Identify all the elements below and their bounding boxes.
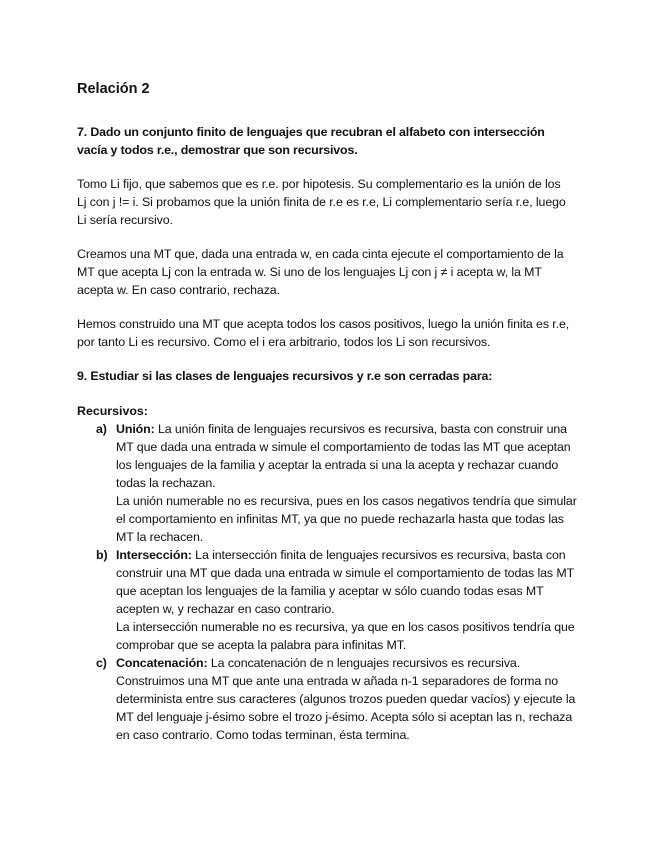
item-text: La unión finita de lenguajes recursivos es recursiva, basta con construir una [154,422,567,436]
list-item-line: que aceptan los lenguajes de la familia y aceptar w sólo cuando todas esas MT [116,584,544,598]
list-item-line: MT que dada una entrada w simule el comportamiento de todas las MT que aceptan [116,440,571,454]
item-term: Concatenación: [116,656,208,670]
list-marker: c) [96,656,107,670]
list-item-first-line [116,654,607,672]
list-item-line: Construimos una MT que ante una entrada w añada n-1 separadores de forma no [116,674,559,688]
item-term: Intersección: [116,548,192,562]
list-item-line: La intersección numerable no es recursiva, ya que en los casos positivos tendría que [116,620,575,634]
list-item-line: el comportamiento en infinitas MT, ya que no puede rechazarla hasta que todas las [116,512,564,526]
document-title: Relación 2 [77,81,150,97]
list-item-line: comprobar que se acepta la palabra para infinitas MT. [116,638,407,652]
paragraph-line: MT que acepta Lj con la entrada w. Si uno de los lenguajes Lj con j ≠ i acepta w, la MT [77,265,542,279]
list-item-first-line [116,420,607,438]
list-item-line: La unión numerable no es recursiva, pues en los casos negativos tendría que simular [116,494,577,508]
paragraph-line: acepta w. En caso contrario, rechaza. [77,283,280,297]
question-7-heading-line: vacía y todos r.e., demostrar que son recursivos. [77,143,358,157]
question-7-paragraph-2 [77,245,607,299]
list-marker: a) [96,422,107,436]
question-7-heading [77,123,607,159]
paragraph-line: Li sería recursivo. [77,213,173,227]
list-item-line: construir una MT que dada una entrada w simule el comportamiento de todas las MT [116,566,575,580]
recursivos-subheading: Recursivos: [77,404,148,418]
list-item-line: los lenguajes de la familia y aceptar la entrada si una la acepta y rechazar cuando [116,458,559,472]
paragraph-line: Hemos construido una MT que acepta todos los casos positivos, luego la unión finita es r.e, [77,317,570,331]
question-7-heading-line: 7. Dado un conjunto finito de lenguajes que recubran el alfabeto con intersección [77,125,545,139]
item-text: La concatenación de n lenguajes recursivos es recursiva. [207,656,521,670]
question-7-paragraph-3 [77,315,607,351]
item-term: Unión: [116,422,155,436]
item-text: La intersección finita de lenguajes recursivos es recursiva, basta con [191,548,566,562]
list-item-line: todas la rechazan. [116,476,216,490]
list-item-line: MT la rechacen. [116,530,204,544]
paragraph-line: por tanto Li es recursivo. Como el i era arbitrario, todos los Li son recursivos. [77,335,491,349]
list-item-first-line [116,546,607,564]
paragraph-line: Creamos una MT que, dada una entrada w, en cada cinta ejecute el comportamiento de la [77,247,564,261]
list-item-line: determinista entre sus caracteres (algunos trozos pueden quedar vacíos) y ejecute la [116,692,576,706]
list-item [77,546,607,654]
question-9-heading: 9. Estudiar si las clases de lenguajes recursivos y r.e son cerradas para: [77,369,493,383]
list-item [77,654,607,744]
list-item-line: acepten w, y rechazar en caso contrario. [116,602,335,616]
paragraph-line: Lj con j != i. Si probamos que la unión finita de r.e es r.e, Li complementario sería r.e, luego [77,195,566,209]
list-item-line: en caso contrario. Como todas terminan, ésta termina. [116,728,410,742]
question-7-paragraph-1 [77,175,607,229]
list-marker: b) [96,548,108,562]
recursivos-list [77,420,607,744]
list-item [77,420,607,546]
list-item-line: MT del lenguaje j-ésimo sobre el trozo j-ésimo. Acepta sólo si aceptan las n, rechaza [116,710,573,724]
paragraph-line: Tomo Li fijo, que sabemos que es r.e. por hipotesis. Su complementario es la unión de los [77,177,561,191]
